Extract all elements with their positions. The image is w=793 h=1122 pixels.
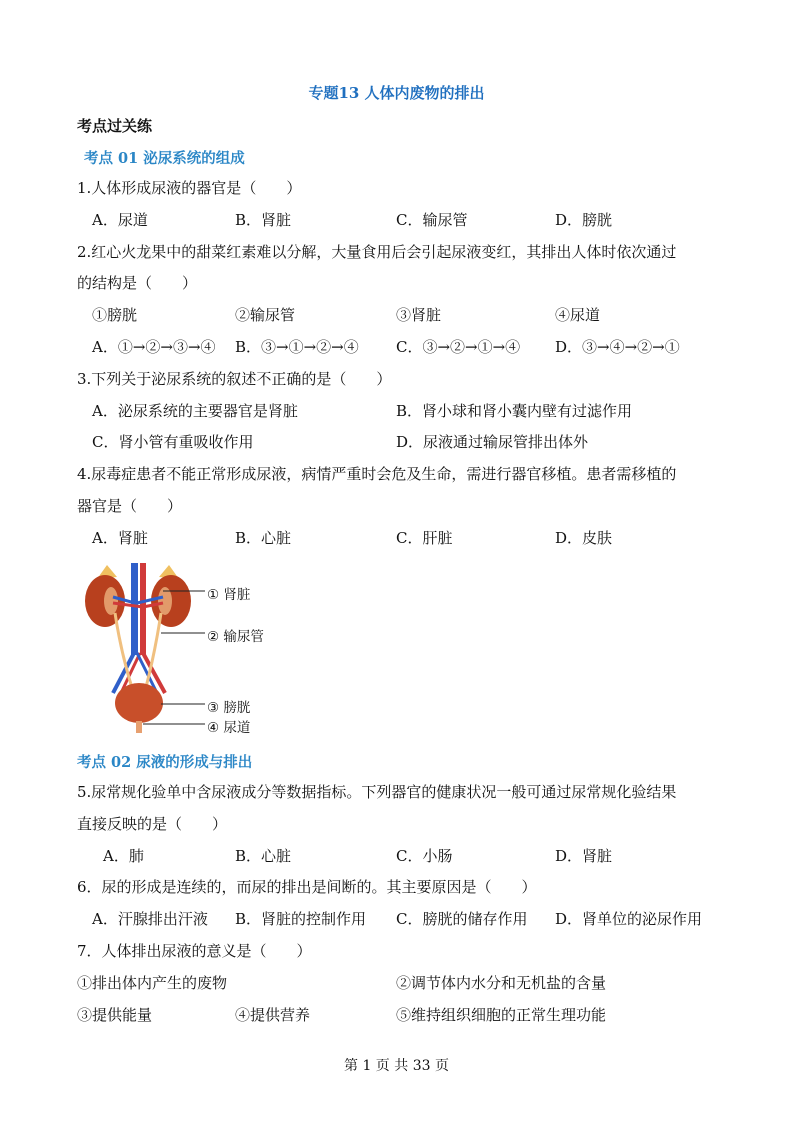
q2-option-b: B．③→①→②→④ <box>235 338 359 356</box>
bladder <box>115 683 163 723</box>
urinary-system-figure <box>77 563 277 735</box>
figure-label-kidney: ① 肾脏 <box>207 587 251 603</box>
question-5-stem-line2: 直接反映的是（ ） <box>77 815 228 833</box>
q1-option-d: D．膀胱 <box>555 211 613 229</box>
q3-option-b: B．肾小球和肾小囊内壁有过滤作用 <box>396 402 633 420</box>
question-1-stem: 1.人体形成尿液的器官是（ ） <box>77 179 302 197</box>
q7-item-2: ②调节体内水分和无机盐的含量 <box>396 974 607 992</box>
page-title: 专题13 人体内废物的排出 <box>308 84 485 102</box>
q2-option-d: D．③→④→②→① <box>555 338 680 356</box>
figure-label-ureter: ② 输尿管 <box>207 629 264 645</box>
q2-item-4: ④尿道 <box>555 306 601 324</box>
question-2-stem-line1: 2.红心火龙果中的甜菜红素难以分解，大量食用后会引起尿液变红，其排出人体时依次通过 <box>77 243 677 261</box>
q6-option-c: C．膀胱的储存作用 <box>396 910 528 928</box>
question-4-stem-line2: 器官是（ ） <box>77 497 183 515</box>
q3-option-c: C．肾小管有重吸收作用 <box>92 433 254 451</box>
q5-option-d: D．肾脏 <box>555 847 613 865</box>
q6-option-d: D．肾单位的泌尿作用 <box>555 910 703 928</box>
q1-option-a: A．尿道 <box>92 211 148 229</box>
q2-option-a: A．①→②→③→④ <box>92 338 216 356</box>
q2-item-2: ②输尿管 <box>235 306 296 324</box>
q1-option-b: B．肾脏 <box>235 211 292 229</box>
q2-item-1: ①膀胱 <box>92 306 138 324</box>
urethra <box>136 721 142 733</box>
vena-cava <box>131 563 138 655</box>
aorta <box>140 563 146 655</box>
q4-option-c: C．肝脏 <box>396 529 453 547</box>
q2-item-3: ③肾脏 <box>396 306 442 324</box>
q4-option-d: D．皮肤 <box>555 529 613 547</box>
question-4-stem-line1: 4.尿毒症患者不能正常形成尿液，病情严重时会危及生命，需进行器官移植。患者需移植的 <box>77 465 677 483</box>
q3-option-a: A．泌尿系统的主要器官是肾脏 <box>92 402 298 420</box>
question-6-stem: 6．尿的形成是连续的，而尿的排出是间断的。其主要原因是（ ） <box>77 878 537 896</box>
left-renal-pelvis <box>104 587 118 615</box>
question-7-stem: 7．人体排出尿液的意义是（ ） <box>77 942 312 960</box>
section-heading: 考点过关练 <box>77 117 153 135</box>
left-ureter <box>115 613 133 691</box>
q7-item-1: ①排出体内产生的废物 <box>77 974 228 992</box>
q2-option-c: C．③→②→①→④ <box>396 338 521 356</box>
question-2-stem-line2: 的结构是（ ） <box>77 274 198 292</box>
question-3-stem: 3.下列关于泌尿系统的叙述不正确的是（ ） <box>77 370 392 388</box>
q6-option-b: B．肾脏的控制作用 <box>235 910 367 928</box>
q5-option-b: B．心脏 <box>235 847 292 865</box>
q7-item-4: ④提供营养 <box>235 1006 311 1024</box>
q4-option-a: A．肾脏 <box>92 529 148 547</box>
q4-option-b: B．心脏 <box>235 529 292 547</box>
page-footer: 第 1 页 共 33 页 <box>344 1058 449 1074</box>
exam-point-heading: 考点 01 泌尿系统的组成 <box>84 150 245 167</box>
q7-item-5: ⑤维持组织细胞的正常生理功能 <box>396 1006 607 1024</box>
figure-label-urethra: ④ 尿道 <box>207 720 251 736</box>
question-5-stem-line1: 5.尿常规化验单中含尿液成分等数据指标。下列器官的健康状况一般可通过尿常规化验结果 <box>77 783 677 801</box>
q1-option-c: C．输尿管 <box>396 211 468 229</box>
q5-option-a: A．肺 <box>103 847 144 865</box>
q6-option-a: A．汗腺排出汗液 <box>92 910 208 928</box>
q3-option-d: D．尿液通过输尿管排出体外 <box>396 433 589 451</box>
q5-option-c: C．小肠 <box>396 847 453 865</box>
figure-label-bladder: ③ 膀胱 <box>207 700 251 716</box>
exam-point-heading: 考点 02 尿液的形成与排出 <box>77 754 253 771</box>
q7-item-3: ③提供能量 <box>77 1006 153 1024</box>
